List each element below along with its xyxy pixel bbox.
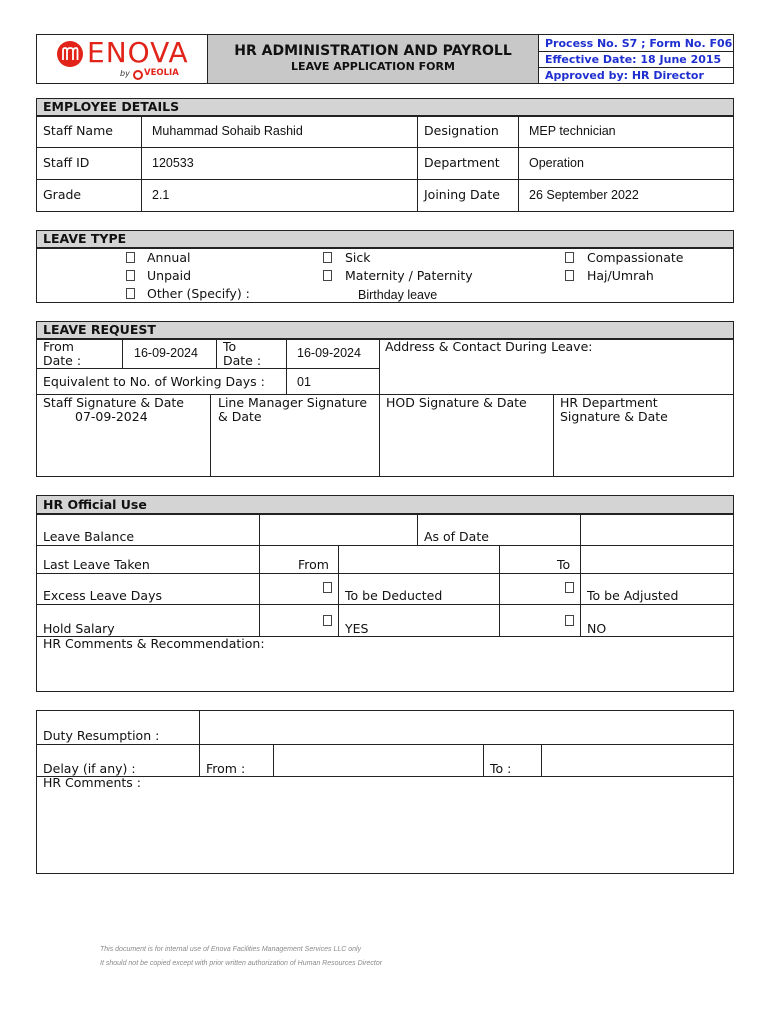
working-days-value: 01 (297, 375, 311, 389)
compassionate-checkbox[interactable] (565, 252, 574, 263)
info-divider (538, 67, 734, 68)
col-divider (553, 394, 554, 477)
approved-by: Approved by: HR Director (545, 69, 704, 82)
staff-signature-label: Staff Signature & Date (43, 395, 184, 410)
as-of-date-label: As of Date (424, 529, 489, 544)
hr-official-table (36, 514, 734, 692)
leave-type-heading: LEAVE TYPE (36, 230, 734, 248)
footer-note-line2: It should not be copied except with prior written authorization of Human Resources Director (100, 960, 383, 967)
grade-label: Grade (43, 187, 82, 202)
unpaid-label: Unpaid (147, 268, 192, 283)
enova-logo (56, 36, 189, 82)
sick-label: Sick (345, 250, 371, 265)
annual-checkbox[interactable] (126, 252, 135, 263)
staff-name-value: Muhammad Sohaib Rashid (152, 124, 303, 138)
col-divider (122, 339, 123, 368)
staff-name-label: Staff Name (43, 123, 113, 138)
hold-salary-yes-checkbox[interactable] (323, 615, 332, 626)
col-divider (199, 710, 200, 776)
enova-logo-mark (56, 40, 84, 68)
hr-department-signature-label: HR Department (560, 395, 658, 410)
row-divider (36, 368, 379, 369)
col-divider (286, 339, 287, 394)
col-divider (338, 545, 339, 636)
joining-date-value: 26 September 2022 (529, 188, 639, 202)
veolia-icon (133, 70, 143, 80)
hod-signature-label: HOD Signature & Date (386, 395, 527, 410)
employee-details-heading: EMPLOYEE DETAILS (36, 98, 734, 116)
hr-department-signature-label-2: Signature & Date (560, 409, 668, 424)
delay-from-label: From : (206, 761, 246, 776)
page-subtitle: LEAVE APPLICATION FORM (291, 60, 455, 73)
last-leave-to-label: To (557, 557, 571, 572)
from-date-value: 16-09-2024 (134, 346, 198, 360)
department-label: Department (424, 155, 500, 170)
line-manager-signature-label: Line Manager Signature (218, 395, 368, 410)
maternity-label: Maternity / Paternity (345, 268, 473, 283)
excess-leave-label: Excess Leave Days (43, 588, 162, 603)
delay-label: Delay (if any) : (43, 761, 136, 776)
leave-balance-label: Leave Balance (43, 529, 135, 544)
staff-id-label: Staff ID (43, 155, 90, 170)
to-be-deducted-label: To be Deducted (345, 588, 443, 603)
last-leave-from-label: From (298, 557, 329, 572)
to-date-label-2: Date : (223, 353, 262, 368)
col-divider (483, 744, 484, 776)
hr-official-heading: HR Official Use (36, 495, 734, 514)
hr-comments-recommendation-label: HR Comments & Recommendation: (43, 636, 265, 651)
other-value: Birthday leave (358, 288, 438, 302)
adjust-checkbox[interactable] (565, 582, 574, 593)
department-value: Operation (529, 156, 584, 170)
leave-request-heading: LEAVE REQUEST (36, 321, 734, 339)
haj-checkbox[interactable] (565, 270, 574, 281)
annual-label: Annual (147, 250, 191, 265)
delay-to-label: To : (490, 761, 512, 776)
hr-comments-label: HR Comments : (43, 775, 141, 790)
col-divider (259, 514, 260, 636)
line-manager-signature-label-2: & Date (218, 409, 262, 424)
logo-by: by (120, 69, 130, 78)
page-title: HR ADMINISTRATION AND PAYROLL (234, 43, 512, 59)
deduct-checkbox[interactable] (323, 582, 332, 593)
col-divider (210, 394, 211, 477)
process-number: Process No. S7 ; Form No. F06 (545, 37, 733, 50)
duty-resumption-label: Duty Resumption : (43, 728, 160, 743)
from-date-label-2: Date : (43, 353, 82, 368)
col-divider (417, 116, 418, 212)
col-divider (379, 339, 380, 477)
row-divider (36, 573, 734, 574)
address-contact-label: Address & Contact During Leave: (385, 339, 593, 354)
col-divider (499, 545, 500, 636)
col-divider (580, 514, 581, 636)
sick-checkbox[interactable] (323, 252, 332, 263)
col-divider (541, 744, 542, 776)
working-days-label: Equivalent to No. of Working Days : (43, 374, 265, 389)
last-leave-label: Last Leave Taken (43, 557, 150, 572)
row-divider (36, 604, 734, 605)
logo-partner: VEOLIA (144, 68, 179, 78)
row-divider (36, 744, 734, 745)
col-divider (141, 116, 142, 212)
joining-date-label: Joining Date (424, 187, 500, 202)
unpaid-checkbox[interactable] (126, 270, 135, 281)
col-divider (273, 744, 274, 776)
from-date-label: From (43, 339, 74, 354)
hold-salary-yes-label: YES (345, 621, 369, 636)
to-be-adjusted-label: To be Adjusted (587, 588, 679, 603)
col-divider (518, 116, 519, 212)
to-date-label: To (223, 339, 237, 354)
effective-date: Effective Date: 18 June 2015 (545, 53, 722, 66)
other-label: Other (Specify) : (147, 286, 250, 301)
row-divider (36, 545, 734, 546)
other-checkbox[interactable] (126, 288, 135, 299)
designation-value: MEP technician (529, 124, 616, 138)
haj-label: Haj/Umrah (587, 268, 654, 283)
maternity-checkbox[interactable] (323, 270, 332, 281)
logo-wordmark: ENOVA (87, 36, 189, 69)
header-divider (538, 34, 539, 84)
col-divider (417, 514, 418, 545)
grade-value: 2.1 (152, 188, 170, 202)
compassionate-label: Compassionate (587, 250, 684, 265)
hold-salary-no-checkbox[interactable] (565, 615, 574, 626)
hold-salary-no-label: NO (587, 621, 607, 636)
staff-id-value: 120533 (152, 156, 194, 170)
designation-label: Designation (424, 123, 499, 138)
footer-note-line1: This document is for internal use of Enova Facilities Management Services LLC only (100, 946, 362, 953)
info-divider (538, 51, 734, 52)
to-date-value: 16-09-2024 (297, 346, 361, 360)
hold-salary-label: Hold Salary (43, 621, 115, 636)
staff-signature-date: 07-09-2024 (75, 409, 148, 424)
col-divider (216, 339, 217, 368)
